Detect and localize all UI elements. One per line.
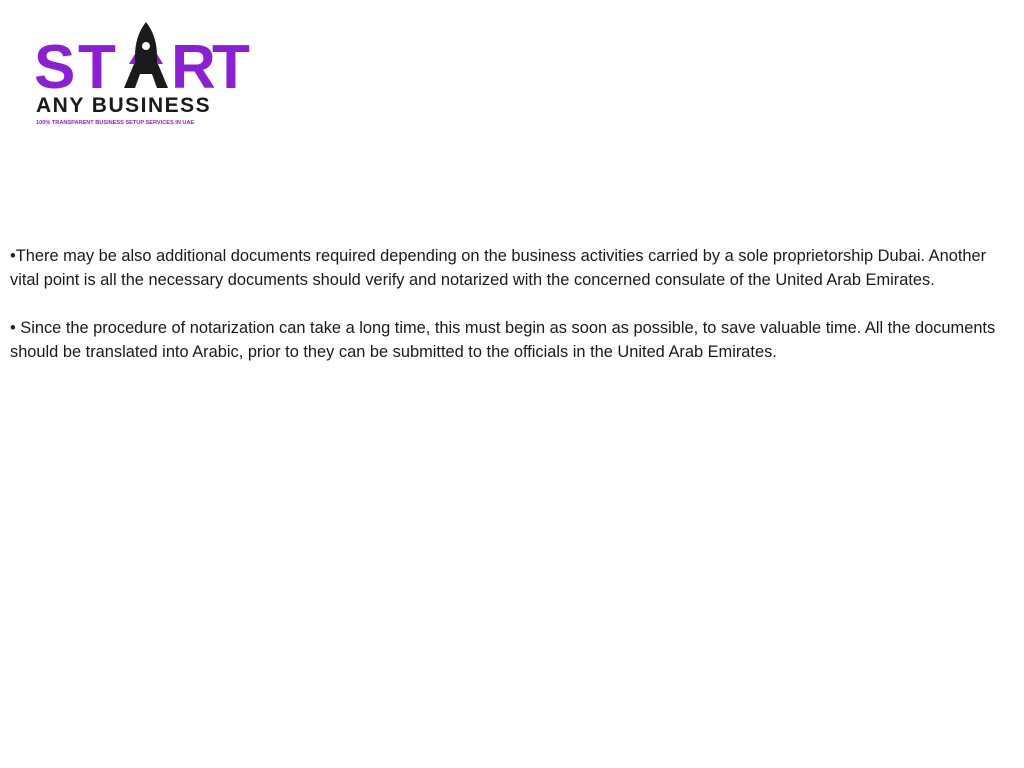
logo-letter-s: S — [34, 33, 76, 102]
paragraph-additional-documents: •There may be also additional documents required depending on the business activities carried by a sole proprietorship Dubai. Another vital point is all the necessary documents should verify and notarized with the concerned consulate of the United Arab Emirates. — [10, 247, 987, 289]
logo-tagline: 100% TRANSPARENT BUSINESS SETUP SERVICES IN UAE — [36, 120, 195, 126]
rocket-icon — [124, 22, 168, 88]
body-text — [10, 244, 1016, 388]
logo-letter-r: R — [171, 33, 216, 102]
logo-letter-t2: T — [212, 33, 250, 102]
logo-letter-t: T — [78, 33, 116, 102]
logo-subtitle: ANY BUSINESS — [36, 94, 212, 117]
start-any-business-logo — [34, 20, 256, 128]
paragraph-notarization: • Since the procedure of notarization can take a long time, this must begin as soon as possible, to save valuable time. All the documents should be translated into Arabic, prior to they can be submitted to the officials in the United Arab Emirates. — [10, 319, 996, 361]
logo-graphic — [34, 20, 256, 128]
